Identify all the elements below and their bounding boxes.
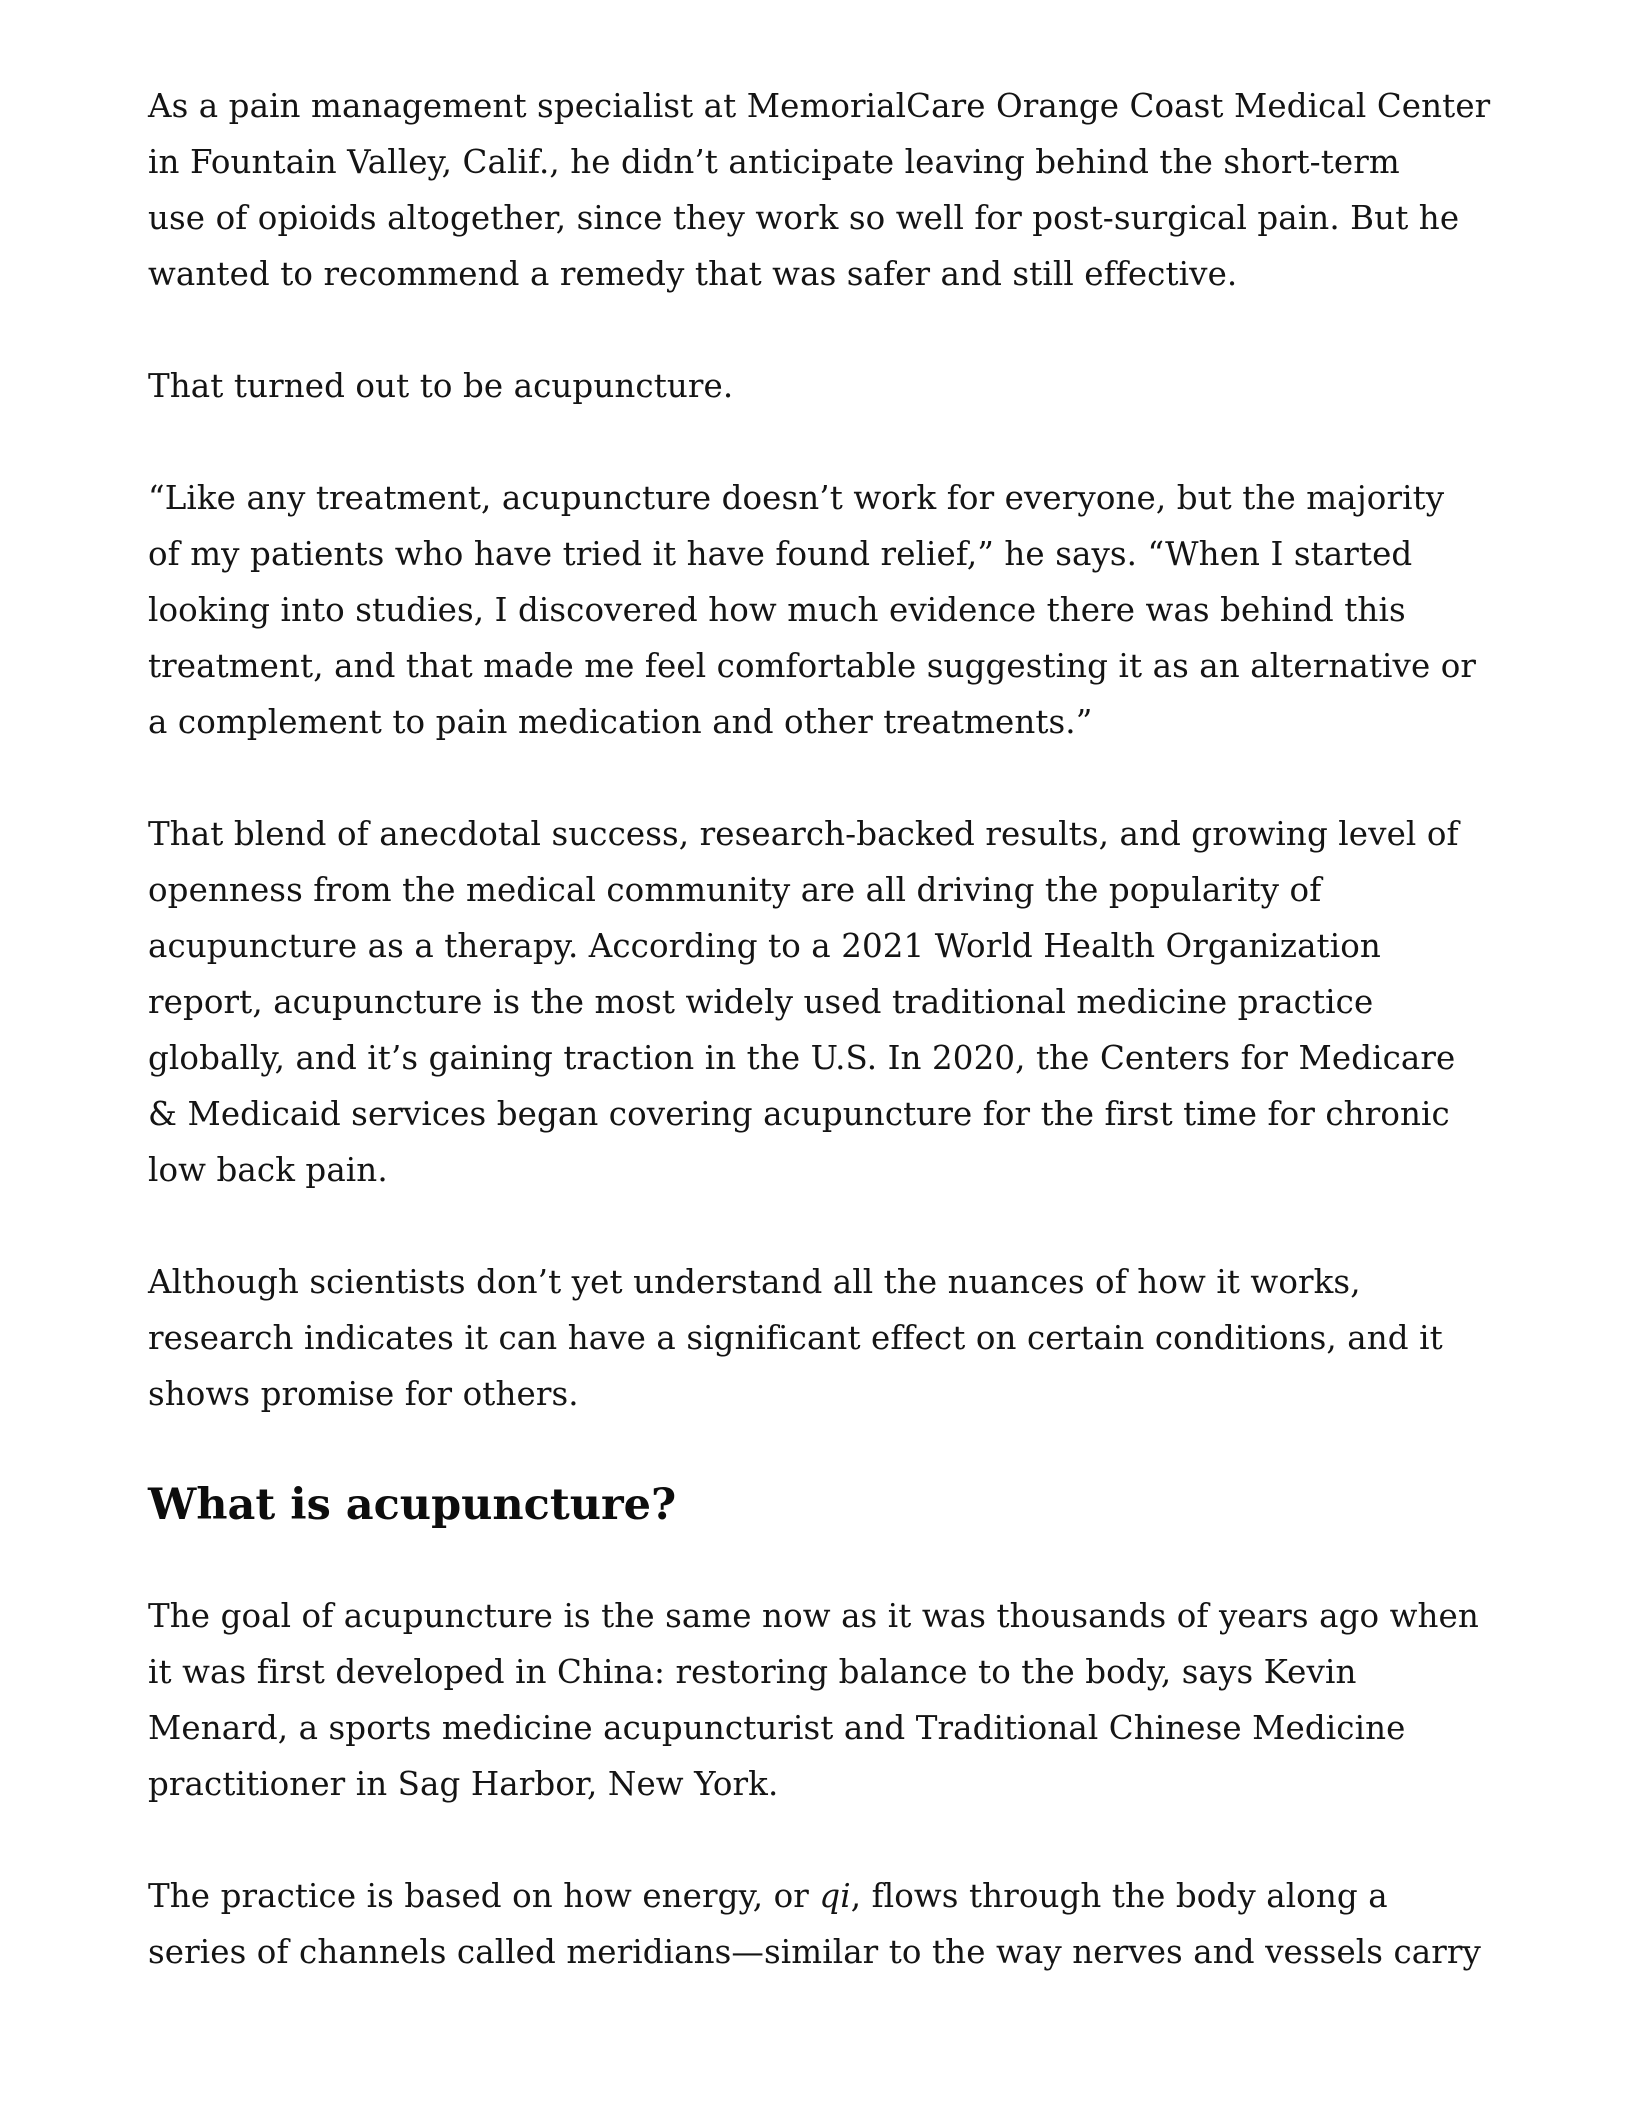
text-line: of my patients who have tried it have found relief,” he says. “When I started [148, 535, 1413, 573]
text-line: report, acupuncture is the most widely used traditional medicine practice [148, 983, 1374, 1021]
text-segment: , flows through the body along a [850, 1877, 1388, 1915]
text-line: shows promise for others. [148, 1375, 579, 1413]
text-segment: The practice is based on how energy, or [148, 1877, 820, 1915]
text-line: globally, and it’s gaining traction in the U.S. In 2020, the Centers for Medicare [148, 1039, 1456, 1077]
paragraph-research [148, 1254, 1448, 1422]
text-line: use of opioids altogether, since they work so well for post-surgical pain. But he [148, 199, 1460, 237]
text-line: & Medicaid services began covering acupuncture for the first time for chronic [148, 1095, 1450, 1133]
text-line: series of channels called meridians—similar to the way nerves and vessels carry [148, 1933, 1481, 1971]
italic-term-qi: qi [819, 1877, 851, 1915]
text-line: The goal of acupuncture is the same now as it was thousands of years ago when [148, 1597, 1479, 1635]
text-line: low back pain. [148, 1151, 388, 1189]
paragraph-quote [148, 470, 1477, 750]
text-line: research indicates it can have a significant effect on certain conditions, and it [148, 1319, 1443, 1357]
paragraph-acupuncture-turn [148, 358, 1448, 414]
paragraph-pain-specialist [148, 78, 1491, 302]
text-line: Menard, a sports medicine acupuncturist and Traditional Chinese Medicine [148, 1709, 1406, 1747]
text-line: openness from the medical community are all driving the popularity of [148, 871, 1322, 909]
text-line: a complement to pain medication and other treatments.” [148, 703, 1093, 741]
section-heading: What is acupuncture? [148, 1480, 677, 1530]
text-line: it was first developed in China: restoring balance to the body, says Kevin [148, 1653, 1357, 1691]
text-line: looking into studies, I discovered how much evidence there was behind this [148, 591, 1406, 629]
paragraph-practice [148, 1868, 1481, 1980]
text-line: wanted to recommend a remedy that was safer and still effective. [148, 255, 1238, 293]
text-line: practitioner in Sag Harbor, New York. [148, 1765, 779, 1803]
paragraph-goal [148, 1588, 1479, 1812]
text-line [148, 1868, 1448, 1924]
paragraph-popularity [148, 806, 1459, 1198]
text-line: That turned out to be acupuncture. [148, 367, 734, 405]
text-line: treatment, and that made me feel comfortable suggesting it as an alternative or [148, 647, 1477, 685]
text-line: acupuncture as a therapy. According to a 2021 World Health Organization [148, 927, 1381, 965]
text-line: As a pain management specialist at MemorialCare Orange Coast Medical Center [148, 87, 1491, 125]
text-line: That blend of anecdotal success, research-backed results, and growing level of [148, 815, 1459, 853]
text-line: in Fountain Valley, Calif., he didn’t anticipate leaving behind the short-term [148, 143, 1400, 181]
article-body [148, 78, 1491, 2036]
text-line: “Like any treatment, acupuncture doesn’t work for everyone, but the majority [148, 479, 1445, 517]
text-line: Although scientists don’t yet understand all the nuances of how it works, [148, 1263, 1361, 1301]
